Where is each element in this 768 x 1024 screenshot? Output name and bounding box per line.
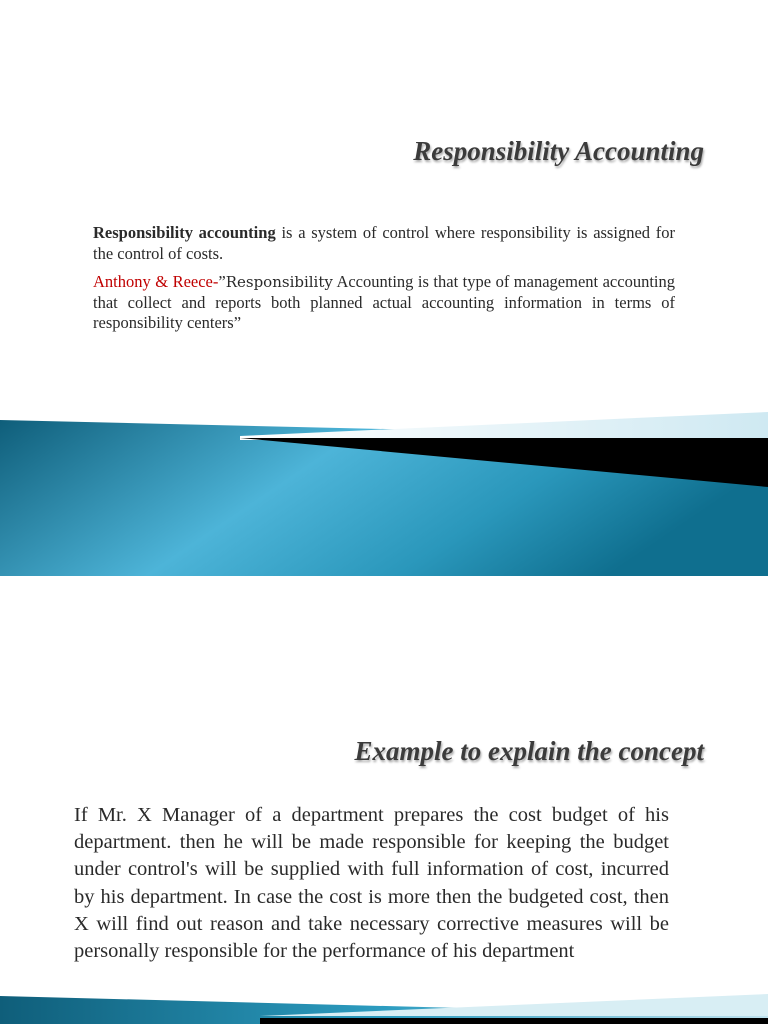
quote-lead-word: Responsibility (225, 273, 333, 291)
definition-text: is a system of control where responsibility is assigned for the control of costs. (93, 223, 675, 263)
example-paragraph: If Mr. X Manager of a department prepares the cost budget of his department. then he will be made responsible for keeping the budget under control's will be supplied with full information of cost, incurred by his department. In case the cost is more then the budgeted cost, then X will find out reason and take necessary corrective measures will be personally responsible for the performance of his department (74, 804, 669, 963)
quote-open-mark: ” (218, 272, 226, 291)
slide-2 (0, 576, 768, 1024)
quote-close-mark: ” (233, 313, 242, 332)
quote-author: Anthony & Reece- (93, 272, 219, 291)
slide-2-title: Example to explain the concept (354, 736, 704, 766)
slide-1-title: Responsibility Accounting (413, 136, 704, 166)
definition-term: Responsibility accounting (93, 223, 276, 242)
bottom-black-wedge (260, 1018, 768, 1024)
pale-band (240, 412, 768, 440)
quote-text: Accounting is that type of management accounting that collect and reports both planned actual accounting information in terms of responsibility centers (93, 272, 675, 332)
teal-swoosh-bottom (0, 576, 768, 1024)
